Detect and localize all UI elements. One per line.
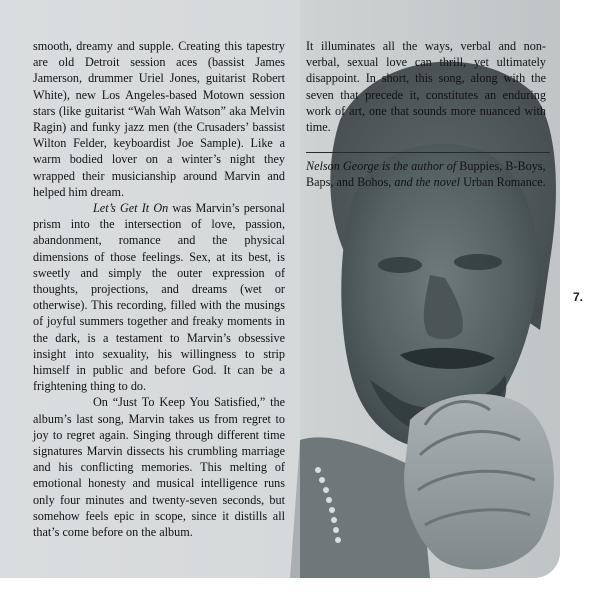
right-paragraph-1: It illuminates all the ways, verbal and non-verbal, sexual love can thrill, yet ultimately disappoint. In short, this song, along with the seven that precede it, constitutes an enduring work of art, one that sounds more nuanced with time. — [306, 39, 546, 135]
credit-part-2: and the novel — [394, 175, 461, 190]
left-paragraph-2 — [33, 200, 285, 394]
album-title: Let’s Get It On — [93, 201, 169, 216]
page-number: 7. — [573, 290, 584, 304]
credit-part-1: Nelson George is the author of — [306, 159, 457, 173]
left-paragraph-2-text: was Marvin’s personal prism into the intersection of love, passion, abandonment, romance and the physical dimensions of those feelings. Sex, at its best, is sweetly and simply the outer expression of thoughts, projections, and dreams (wet or otherwise). This recording, filled with the musings of joyful summers together and freaky moments in the dark, is a testament to Marvin’s obsessive insight into sexuality, his willingness to strip himself in public and before God. It can be a frightening thing to do. — [33, 201, 285, 394]
left-paragraph-1: smooth, dreamy and supple. Creating this tapestry are old Detroit session aces (bassist James Jamerson, drummer Uriel Jones, guitarist Robert White), new Los Angeles-based Motown session stars (like guitarist “Wah Wah Watson” aka Melvin Ragin) and funky jazz men (the Crusaders’ bassist Wilton Felder, keyboardist Joe Sample). Like a warm bodied lover on a winter’s night they wrapped their musicianship around Marvin and helped him dream. — [33, 39, 285, 199]
left-paragraph-3: On “Just To Keep You Satisfied,” the album’s last song, Marvin takes us from regret to joy to regret again. Singing through different time signatures Marvin dissects his crumbling marriage and his conflicting memories. This melting of emotional honesty and musical intelligence runs only four minutes and twenty-seven seconds, but somehow feels epic in scope, since it distills all that’s come before on the album. — [33, 395, 285, 540]
credit-divider — [306, 152, 550, 153]
credit-book-1: Buppies, B-Boys, Baps, and Bohos, — [306, 159, 546, 190]
credit-book-2: Urban Romance. — [463, 175, 546, 190]
right-column — [306, 38, 546, 135]
author-credit — [306, 158, 556, 190]
left-column — [33, 38, 285, 540]
